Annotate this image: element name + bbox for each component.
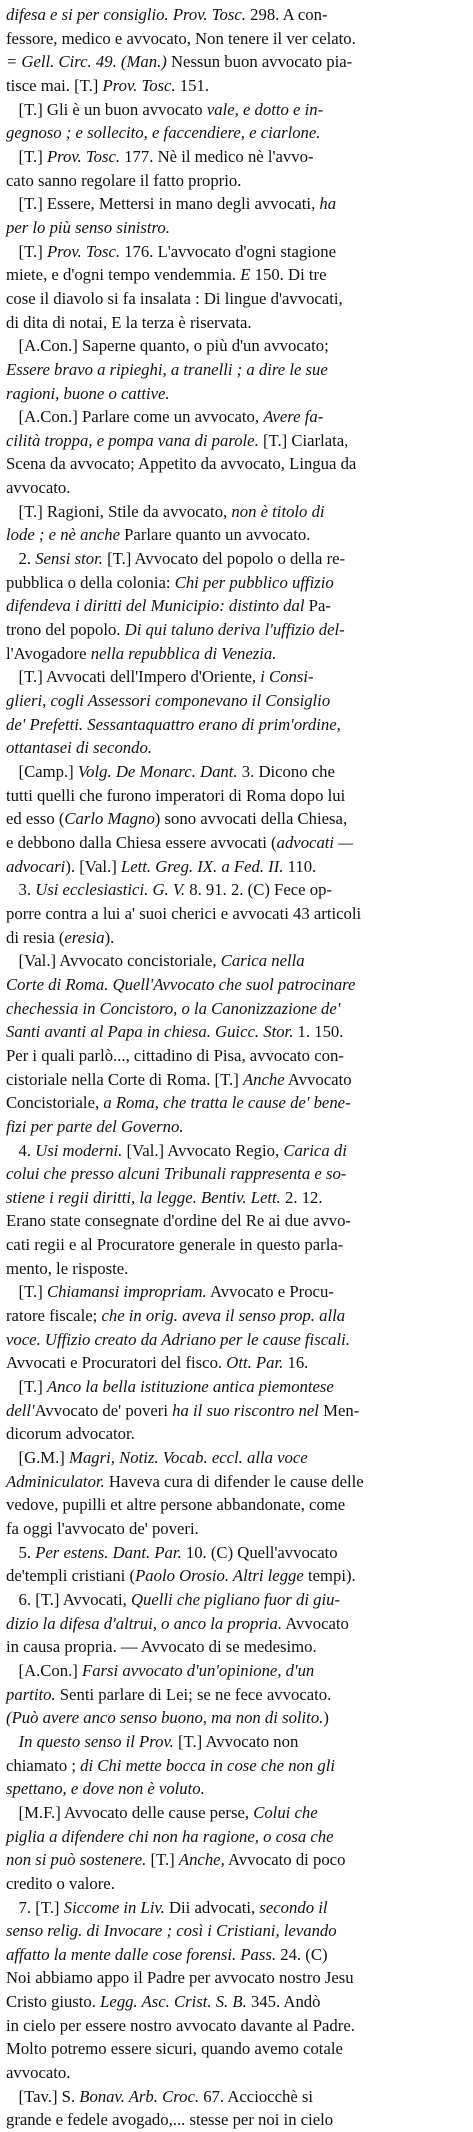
italic-text: de' Prefetti. Sessantaquattro erano di prim'ordine,	[6, 714, 341, 734]
text: cato sanno regolare il fatto proprio.	[6, 170, 242, 190]
italic-text: affatto la mente dalle cose forensi. Pass.	[6, 1944, 277, 1964]
text-line	[6, 926, 468, 950]
text: Concistoriale,	[6, 1093, 104, 1113]
italic-text: voce. Uffizio creato da Adriano per le cause fiscali.	[6, 1329, 350, 1349]
italic-text: non è titolo di	[231, 501, 325, 521]
text: 298. A con-	[245, 5, 328, 24]
italic-text: Può avere anco senso buono, ma non di solito.	[11, 1708, 324, 1728]
text: vedove, pupilli et altre persone abbandonate, come	[6, 1495, 346, 1515]
italic-text: i Consi-	[260, 667, 314, 687]
text-line	[6, 192, 468, 216]
italic-text: Usi ecclesiastici. G. V.	[35, 880, 186, 900]
text-line	[6, 3, 468, 27]
italic-text: Volg. De Monarc. Dant.	[77, 762, 238, 781]
text-line	[6, 1351, 468, 1375]
text-line	[6, 311, 468, 335]
text: [T.] Essere, Mettersi in mano degli avvocati,	[6, 194, 320, 214]
italic-text: a Roma, che tratta le cause de' bene-	[103, 1093, 351, 1113]
text-line	[6, 760, 468, 784]
text: ). [Val.]	[65, 856, 121, 876]
text-line	[6, 358, 468, 382]
text-line	[6, 50, 468, 74]
text-line	[6, 429, 468, 453]
text: [Val.] Avvocato Regio,	[122, 1140, 284, 1160]
text-line	[6, 1848, 468, 1872]
text: Parlare quanto un avvocato.	[119, 525, 311, 545]
text-line	[6, 2061, 468, 2085]
text-line	[6, 807, 468, 831]
text: Avvocato di poco	[224, 1850, 346, 1870]
italic-text: (	[6, 1708, 12, 1728]
text-line	[6, 2037, 468, 2061]
italic-text: Lett. Greg. IX. a Fed. II.	[120, 856, 284, 876]
text: grande e fedele avogado,... stesse per noi in cielo	[6, 2110, 334, 2130]
text: )	[323, 1708, 329, 1728]
text: cati regii e al Procuratore generale in questo parla-	[6, 1235, 344, 1255]
text: 3.	[6, 880, 36, 900]
text-line	[6, 1068, 468, 1092]
text-line	[6, 287, 468, 311]
text: Avvocato de' poveri	[34, 1400, 173, 1420]
text-line	[6, 2014, 468, 2038]
text: 2.	[6, 549, 36, 569]
italic-text: Adminiculator.	[6, 1471, 105, 1491]
italic-text: advocati —	[276, 832, 354, 852]
text: Erano state consegnate d'ordine del Re ai due avvo-	[6, 1211, 351, 1231]
text: in cielo per essere nostro avvocato davante al Padre.	[6, 2015, 355, 2035]
italic-text: Sensi stor.	[35, 549, 103, 569]
text: [Tav.] S.	[6, 2086, 80, 2106]
text-line	[6, 1943, 468, 1967]
text-line	[6, 736, 468, 760]
italic-text: spettano, e dove non è voluto.	[6, 1779, 205, 1799]
text: 151.	[175, 75, 209, 95]
italic-text: eresia	[64, 927, 105, 947]
italic-text: Quelli che pigliano fuor di giu-	[130, 1589, 341, 1609]
text: cose il diavolo si fa insalata : Di lingue d'avvocati,	[6, 288, 343, 308]
text-line	[6, 2085, 468, 2109]
text: [A.Con.]	[6, 1660, 83, 1680]
text-line	[6, 1635, 468, 1659]
italic-text: per lo più senso sinistro.	[6, 217, 170, 237]
italic-text: Avere fa-	[263, 407, 324, 427]
text-line	[6, 1328, 468, 1352]
text: 345. Andò	[246, 1992, 321, 2012]
text-line	[6, 523, 468, 547]
italic-text: dell'	[6, 1400, 35, 1420]
italic-text: In questo senso il Prov.	[18, 1731, 174, 1751]
text-line	[6, 642, 468, 666]
italic-text: Anche	[242, 1069, 285, 1089]
text: Pa-	[304, 596, 331, 616]
text-line	[6, 1564, 468, 1588]
text-line	[6, 902, 468, 926]
text: ) sono avvocati della Chiesa,	[154, 809, 348, 829]
text-line	[6, 1801, 468, 1825]
text: [A.Con.] Parlare come un avvocato,	[6, 407, 264, 427]
text-line	[6, 1209, 468, 1233]
italic-text: vale, e dotto e in-	[206, 99, 324, 119]
text: [Val.] Avvocato concistoriale,	[6, 951, 221, 971]
text: avvocato.	[6, 2063, 71, 2083]
text: 150. Di tre	[250, 265, 327, 285]
italic-text: difendeva i diritti del Municipio: distinto dal	[6, 596, 305, 616]
text: dicorum advocator.	[6, 1424, 135, 1444]
text: [T.] Ciarlata,	[258, 430, 349, 450]
italic-text: Carica di	[283, 1140, 347, 1160]
text: fessore, medico e avvocato, Non tenere il ver celato.	[6, 28, 356, 48]
text: 8. 91. 2. (C) Fece op-	[185, 880, 332, 900]
italic-text: Ott. Par.	[226, 1353, 284, 1373]
text: porre contra a lui a' suoi cherici e avvocati 43 articoli	[6, 903, 362, 923]
italic-text: Anche,	[178, 1850, 225, 1870]
text: [T.]	[6, 1377, 47, 1397]
text: chiamato ;	[6, 1755, 81, 1775]
text: miete, e d'ogni tempo vendemmia.	[6, 265, 241, 285]
text-line	[6, 665, 468, 689]
text: in causa propria. — Avvocato di se medesimo.	[6, 1637, 317, 1657]
italic-text: Prov. Tosc.	[46, 241, 121, 261]
italic-text: Chiamansi impropriam.	[46, 1282, 207, 1302]
italic-text: Carica nella	[220, 951, 305, 971]
text-line	[6, 1304, 468, 1328]
text: 16.	[283, 1353, 309, 1373]
italic-text: Usi moderni.	[35, 1140, 123, 1160]
italic-text: Anco la bella istituzione antica piemontese	[46, 1377, 334, 1397]
text: fa oggi l'avvocato de' poveri.	[6, 1519, 199, 1538]
text: Haveva cura di difender le cause delle	[104, 1471, 364, 1491]
text-line	[6, 1777, 468, 1801]
text: cistoriale nella Corte di Roma. [T.]	[6, 1069, 243, 1089]
text: Avvocati e Procuratori del fisco.	[6, 1353, 227, 1373]
text-line	[6, 1280, 468, 1304]
text-line	[6, 476, 468, 500]
text: [T.]	[146, 1850, 179, 1870]
italic-text: = Gell. Circ. 49. (Man.)	[6, 52, 167, 72]
italic-text: Magri, Notiz. Vocab. eccl. alla voce	[69, 1448, 308, 1468]
italic-text: Di qui taluno deriva l'uffizio del-	[124, 620, 345, 640]
text-line	[6, 334, 468, 358]
text-line	[6, 949, 468, 973]
text-line	[6, 997, 468, 1021]
text-line	[6, 1706, 468, 1730]
text: Dii advocati,	[164, 1897, 260, 1917]
text: 7. [T.]	[6, 1897, 64, 1917]
text: Scena da avvocato; Appetito da avvocato, Lingua da	[6, 454, 357, 474]
text: de'templi cristiani (	[6, 1566, 136, 1586]
italic-text: ragioni, buone o cattive.	[6, 383, 170, 403]
italic-text: colui che presso alcuni Tribunali rappresenta e so-	[6, 1164, 347, 1184]
text: [Camp.]	[6, 762, 78, 781]
text-line	[6, 1020, 468, 1044]
text-line	[6, 973, 468, 997]
text: di dita di notai, E la terza è riservata.	[6, 312, 252, 332]
text-line	[6, 405, 468, 429]
text: l'Avogadore	[6, 643, 91, 663]
text-line	[6, 263, 468, 287]
italic-text: che in orig. aveva il senso prop. alla	[101, 1306, 346, 1326]
text: tempi).	[303, 1566, 356, 1586]
text: [T.] Avvocati dell'Impero d'Oriente,	[6, 667, 261, 687]
text-line	[6, 1162, 468, 1186]
italic-text: Prov. Tosc.	[46, 146, 121, 166]
text: mento, le risposte.	[6, 1258, 129, 1278]
text-line	[6, 831, 468, 855]
italic-text: stiene i regii diritti, la legge. Bentiv. Lett.	[6, 1187, 281, 1207]
text: 5.	[6, 1542, 36, 1562]
text-line	[6, 878, 468, 902]
italic-text: piglia a difendere chi non ha ragione, o cosa che	[6, 1826, 334, 1846]
text-line	[6, 713, 468, 737]
text: [T.]	[6, 146, 47, 166]
italic-text: Legg. Asc. Crist. S. B.	[100, 1992, 247, 2012]
italic-text: Carlo Magno	[64, 809, 155, 829]
text-line	[6, 784, 468, 808]
italic-text: Essere bravo a ripieghi, a tranelli ; a dire le sue	[6, 359, 328, 379]
text-line	[6, 1517, 468, 1541]
italic-text: ha il suo riscontro nel	[172, 1400, 319, 1420]
italic-text: nella repubblica di Venezia.	[90, 643, 277, 663]
text: [T.]	[6, 1282, 47, 1302]
text: credito o valore.	[6, 1873, 115, 1893]
text-line	[6, 1966, 468, 1990]
italic-text: gegnoso ; e sollecito, e faccendiere, e ciarlone.	[6, 123, 321, 143]
text: Men-	[318, 1400, 360, 1420]
text-line	[6, 1399, 468, 1423]
text: e debbono dalla Chiesa essere avvocati (	[6, 832, 277, 852]
text: trono del popolo.	[6, 620, 125, 640]
text-line	[6, 98, 468, 122]
text-line	[6, 2108, 468, 2132]
text-line	[6, 1233, 468, 1257]
italic-text: difesa e si per consiglio. Prov. Tosc.	[6, 5, 246, 24]
text: ed esso (	[6, 809, 65, 829]
text: ).	[104, 927, 115, 947]
text: pubblica o della colonia:	[6, 572, 175, 592]
italic-text: chechessia in Concistoro, o la Canonizzazione de'	[6, 998, 341, 1018]
text-line	[6, 1422, 468, 1446]
text: 1. 150.	[293, 1022, 344, 1042]
italic-text: di Chi mette bocca in cose che non gli	[80, 1755, 336, 1775]
text-line	[6, 1612, 468, 1636]
text-line	[6, 689, 468, 713]
text: [T.] Avvocato del popolo o della re-	[102, 549, 346, 569]
text: [G.M.]	[6, 1448, 70, 1468]
text-line	[6, 1683, 468, 1707]
text-line	[6, 1257, 468, 1281]
text-line	[6, 500, 468, 524]
text-line	[6, 1730, 468, 1754]
italic-text: secondo il	[259, 1897, 328, 1917]
italic-text: senso relig. di Invocare ; così i Cristiani, levando	[6, 1921, 337, 1941]
text-line	[6, 382, 468, 406]
text: 3. Dicono che	[237, 762, 335, 781]
text-line	[6, 1872, 468, 1896]
text-line	[6, 1375, 468, 1399]
text: 24. (C)	[276, 1944, 328, 1964]
text-line	[6, 27, 468, 51]
text: 2. 12.	[280, 1187, 323, 1207]
text-line	[6, 1091, 468, 1115]
text-line	[6, 240, 468, 264]
text: [T.] Ragioni, Stile da avvocato,	[6, 501, 232, 521]
text: 110.	[283, 856, 317, 876]
text: [T.]	[6, 241, 47, 261]
text-line	[6, 216, 468, 240]
italic-text: Paolo Orosio. Altri legge	[135, 1566, 304, 1586]
italic-text: lode ; e nè anche	[6, 525, 120, 545]
text: Avvocato	[284, 1069, 352, 1089]
text: 10. (C) Quell'avvocato	[181, 1542, 338, 1562]
text-line	[6, 1139, 468, 1163]
text-line	[6, 1825, 468, 1849]
italic-text: fizi per parte del Governo.	[6, 1116, 184, 1136]
italic-text: Bonav. Arb. Croc.	[79, 2086, 200, 2106]
text: Noi abbiamo appo il Padre per avvocato nostro Jesu	[6, 1968, 354, 1988]
text: tutti quelli che furono imperatori di Roma dopo lui	[6, 785, 346, 805]
text: 6. [T.] Avvocati,	[6, 1589, 131, 1609]
italic-text: Per estens. Dant. Par.	[35, 1542, 182, 1562]
italic-text: Farsi avvocato d'un'opinione, d'un	[82, 1660, 315, 1680]
text: Avvocato e Procu-	[206, 1282, 334, 1302]
text: Nessun buon avvocato pia-	[166, 52, 353, 72]
text: [A.Con.] Saperne quanto, o più d'un avvocato;	[6, 336, 329, 356]
text: [T.] Avvocato non	[173, 1731, 299, 1751]
text: Cristo giusto.	[6, 1992, 101, 2012]
italic-text: dizio la difesa d'altrui, o anco la propria.	[6, 1613, 282, 1633]
text-line	[6, 169, 468, 193]
italic-text: Chi per pubblico uffizio	[174, 572, 334, 592]
text: avvocato.	[6, 478, 71, 498]
text: 177. Nè il medico nè l'avvo-	[120, 146, 314, 166]
italic-text: Santi avanti al Papa in chiesa. Guicc. Stor.	[6, 1022, 294, 1042]
text-line	[6, 1044, 468, 1068]
text-line	[6, 1470, 468, 1494]
text-line	[6, 855, 468, 879]
text: 176. L'avvocato d'ogni stagione	[120, 241, 336, 261]
text-line	[6, 74, 468, 98]
text: ratore fiscale;	[6, 1306, 102, 1326]
text-line	[6, 1493, 468, 1517]
text-line	[6, 1115, 468, 1139]
text-line	[6, 1754, 468, 1778]
text-line	[6, 547, 468, 571]
text-line	[6, 1588, 468, 1612]
text-line	[6, 145, 468, 169]
text: 67. Acciocchè si	[199, 2086, 314, 2106]
text-line	[6, 594, 468, 618]
italic-text: advocari	[6, 856, 66, 876]
text: di resia (	[6, 927, 65, 947]
text-line	[6, 1896, 468, 1920]
text-line	[6, 571, 468, 595]
text-line	[6, 1659, 468, 1683]
italic-text: E	[240, 265, 251, 285]
text: tisce mai. [T.]	[6, 75, 103, 95]
italic-text: partito.	[6, 1684, 56, 1704]
text-line	[6, 1186, 468, 1210]
text: Avvocato	[282, 1613, 349, 1633]
text-line	[6, 1541, 468, 1565]
italic-text: Prov. Tosc.	[102, 75, 176, 95]
italic-text: Colui che	[253, 1802, 318, 1822]
italic-text: non si può sostenere.	[6, 1850, 147, 1870]
text-line	[6, 1990, 468, 2014]
text-line	[6, 1446, 468, 1470]
text: [T.] Gli è un buon avvocato	[6, 99, 207, 119]
italic-text: Corte di Roma. Quell'Avvocato che suol patrocinare	[6, 974, 356, 994]
italic-text: Siccome in Liv.	[63, 1897, 165, 1917]
text-line	[6, 618, 468, 642]
italic-text: cilità troppa, e pompa vana di parole.	[6, 430, 259, 450]
text: Molto potremo essere sicuri, quando avemo cotale	[6, 2039, 343, 2059]
text	[6, 1732, 19, 1751]
italic-text: ottantasei di secondo.	[6, 738, 152, 758]
text: 4.	[6, 1140, 36, 1160]
text: Per i quali parlò..., cittadino di Pisa, avvocato con-	[6, 1045, 344, 1065]
text: [M.F.] Avvocato delle cause perse,	[6, 1802, 254, 1822]
text-line	[6, 121, 468, 145]
italic-text: ha	[319, 194, 337, 214]
text: Senti parlare di Lei; se ne fece avvocato.	[55, 1684, 332, 1704]
text-line	[6, 1919, 468, 1943]
italic-text: glieri, cogli Assessori componevano il Consiglio	[6, 691, 331, 711]
text-line	[6, 452, 468, 476]
